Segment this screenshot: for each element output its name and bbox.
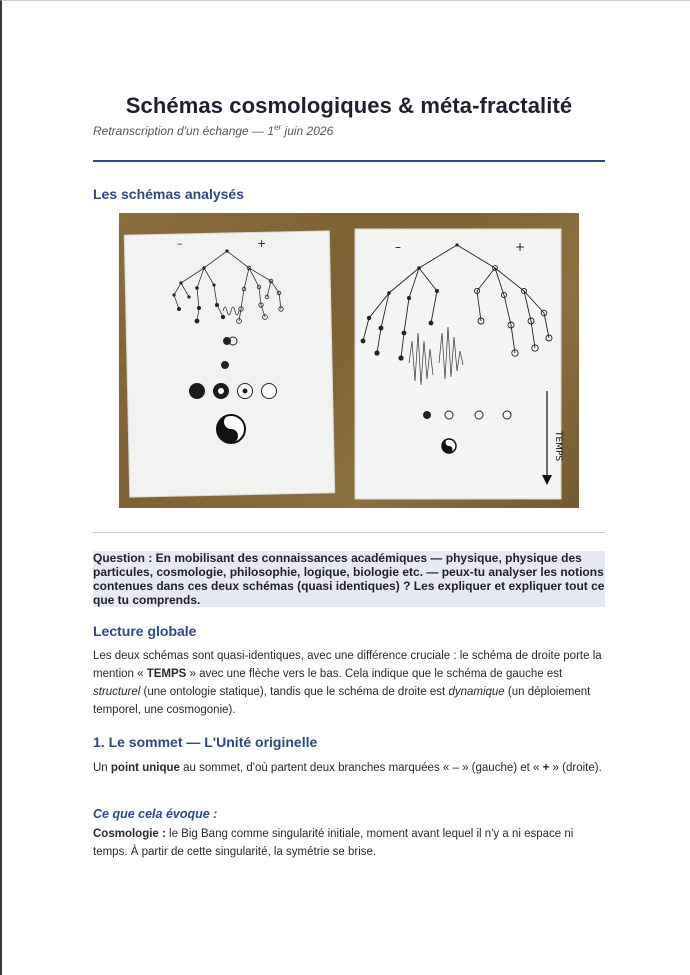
cosmologie-label: Cosmologie :	[93, 828, 166, 840]
subtitle-date: juin 2026	[281, 124, 334, 138]
sommet-text-3: » (droite).	[549, 762, 602, 774]
diagrams-photo-drawing	[119, 213, 579, 508]
lecture-paragraph	[93, 647, 605, 719]
document-subtitle	[93, 123, 333, 138]
sommet-text-1: Un	[93, 762, 111, 774]
temps-label: TEMPS	[553, 431, 563, 462]
sommet-text-2: au sommet, d'où partent deux branches marquées « – » (gauche) et «	[179, 762, 543, 774]
right-minus-label: –	[395, 240, 401, 254]
section-heading-sommet: 1. Le sommet — L'Unité originelle	[93, 734, 318, 750]
cosmologie-text: le Big Bang comme singularité initiale, moment avant lequel il n'y a ni espace ni temps. À partir de cette singularité, la symétrie se brise.	[93, 828, 574, 858]
lecture-text-1: Les deux schémas sont quasi-identiques, avec une différence cruciale : le schéma de droite porte la mention «	[93, 650, 602, 680]
left-mid-particle-icon	[221, 361, 229, 369]
document-title: Schémas cosmologiques & méta-fractalité	[125, 93, 573, 118]
section-divider	[93, 532, 605, 533]
section-heading-lecture: Lecture globale	[93, 623, 197, 639]
lecture-structurel: structurel	[93, 686, 141, 698]
lecture-text-3: (une ontologie statique), tandis que le schéma de droite est	[140, 686, 449, 698]
right-particle-2-icon	[445, 411, 453, 419]
left-particle-3-core	[243, 389, 248, 394]
cosmologie-paragraph	[93, 825, 605, 861]
diagrams-photo	[119, 213, 579, 508]
sommet-plus-bold: +	[542, 762, 550, 774]
right-particle-3-icon	[475, 411, 483, 419]
left-paper-sheet	[124, 231, 334, 497]
right-plus-label: +	[515, 240, 526, 254]
left-particle-2-core	[218, 388, 224, 394]
left-particle-1-icon	[189, 383, 205, 399]
left-plus-label: +	[257, 237, 267, 250]
right-particle-1-icon	[423, 411, 431, 419]
section-heading-schemas: Les schémas analysés	[93, 186, 244, 202]
question-block: Question : En mobilisant des connaissances académiques — physique, physique des particules, cosmologie, philosophie, logique, biologie etc. — peux-tu analyser les notions contenues dans ces deux schémas (quasi identiques) ? Les expliquer et expliquer tout ce que tu comprends.	[93, 551, 605, 607]
subtitle-superscript: er	[274, 123, 282, 132]
lecture-dynamique: dynamique	[448, 686, 505, 698]
left-minus-label: –	[177, 237, 183, 250]
lecture-text-4: (un déploiement temporel, une cosmogonie).	[93, 686, 591, 716]
right-particle-4-icon	[503, 411, 511, 419]
sommet-paragraph	[93, 759, 605, 777]
lecture-temps-bold: TEMPS	[146, 668, 187, 680]
left-particle-4-icon	[262, 384, 277, 399]
sommet-point-bold: point unique	[110, 762, 180, 774]
title-divider	[93, 160, 605, 162]
lecture-text-2: » avec une flèche vers le bas. Cela indique que le schéma de gauche est	[186, 668, 563, 680]
subtitle-text: Retranscription d'un échange — 1	[93, 124, 275, 138]
subheading-evoque: Ce que cela évoque :	[93, 807, 218, 821]
